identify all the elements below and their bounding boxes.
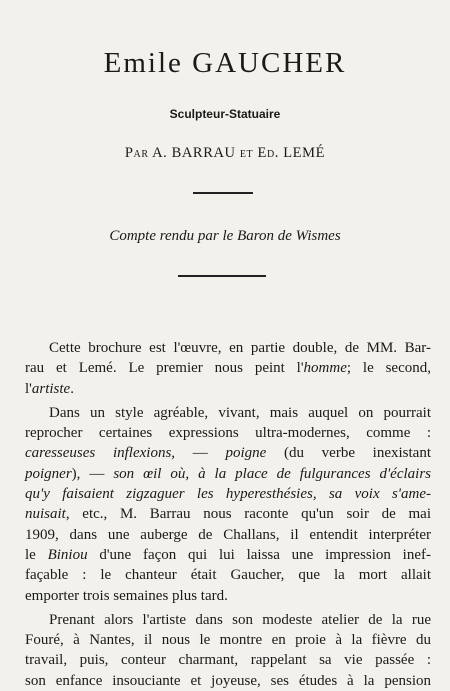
italic-run: poigne <box>225 445 267 462</box>
text-run: emporter trois semaines plus tard. <box>25 587 228 604</box>
text-line <box>25 403 431 423</box>
text-line <box>25 423 431 443</box>
text-run: travail, puis, conteur charmant, rappelant sa vie passée : <box>25 652 431 669</box>
text-run: . <box>70 380 74 397</box>
text-run: le <box>25 546 48 563</box>
text-line <box>25 610 431 630</box>
text-line <box>25 525 431 545</box>
text-run: rau et Lemé. Le premier nous peint l' <box>25 360 304 377</box>
text-run: l' <box>25 380 32 397</box>
text-line <box>25 565 431 585</box>
text-line <box>25 338 431 358</box>
text-run: Dans un style agréable, vivant, mais auquel on pourrait <box>49 404 431 421</box>
text-run: Fouré, à Nantes, il nous le montre en proie à la fièvre du <box>25 632 431 649</box>
subtitle: Sculpteur-Statuaire <box>169 107 281 121</box>
text-line <box>25 484 431 504</box>
paragraph <box>25 610 431 691</box>
text-run: façable : le chanteur était Gaucher, que la mort allait <box>25 567 431 584</box>
text-line <box>25 358 431 378</box>
text-line <box>25 630 431 650</box>
text-line <box>25 545 431 565</box>
text-line <box>25 650 431 670</box>
italic-run: homme <box>303 360 347 377</box>
text-run: , — <box>171 445 226 462</box>
divider-rule <box>178 275 266 277</box>
divider-rule <box>193 192 253 194</box>
text-run: Prenant alors l'artiste dans son modeste atelier de la rue <box>49 611 431 628</box>
paragraph <box>25 403 431 606</box>
body-text <box>25 338 431 691</box>
text-run: , etc., M. Barrau nous raconte qu'un soir de mai <box>65 506 431 523</box>
text-run: son enfance insouciante et joyeuse, ses études à la pension <box>25 672 431 689</box>
italic-run: caresseuses inflexions <box>25 445 172 462</box>
text-line <box>25 671 431 691</box>
italic-run: poigner <box>25 465 72 482</box>
italic-run: qu'y faisaient zigzaguer les hyperesthésies, sa voix s'ame- <box>25 486 431 503</box>
text-line <box>25 586 431 606</box>
authors-line: Par A. BARRAU et Ed. LEMÉ <box>124 145 326 161</box>
text-line <box>25 464 431 484</box>
text-line <box>25 379 431 399</box>
italic-run: Biniou <box>47 546 88 563</box>
italic-run: son œil où, à la place de fulgurances d'éclairs <box>113 465 432 482</box>
text-line <box>25 443 431 463</box>
text-run: ; le second, <box>346 360 431 377</box>
text-run: d'une façon qui lui laissa une impression inef- <box>87 546 431 563</box>
italic-run: artiste <box>31 380 71 397</box>
text-run: reprocher certaines expressions ultra-modernes, comme : <box>25 425 431 442</box>
italic-run: nuisait <box>25 506 66 523</box>
paragraph <box>25 338 431 399</box>
text-run: (du verbe inexistant <box>266 445 432 462</box>
page-title: Emile GAUCHER <box>103 47 347 79</box>
text-run: ), — <box>71 465 114 482</box>
review-credit: Compte rendu par le Baron de Wismes <box>109 228 341 244</box>
text-run: Cette brochure est l'œuvre, en partie double, de MM. Bar- <box>49 340 431 356</box>
text-run: 1909, dans une auberge de Challans, il entendit interpréter <box>25 526 431 543</box>
text-line <box>25 504 431 524</box>
